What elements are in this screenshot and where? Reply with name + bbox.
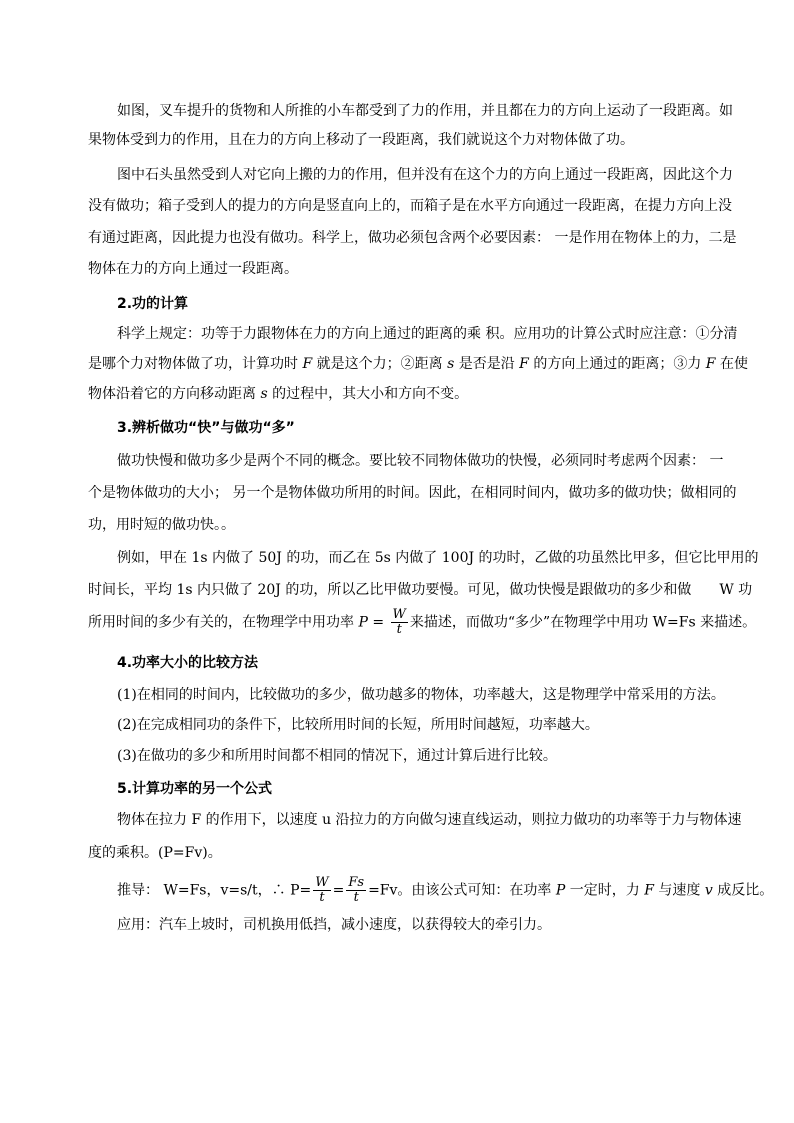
para-2-line-2: 没有做功；箱子受到人的提力的方向是竖直向上的，而箱子是在水平方向通过一段距离，在提力方向上没 [88,198,732,214]
heading-work-calculation: 2.功的计算 [117,296,189,312]
para-4-line-3: 功，用时短的做功快。。 [88,517,235,533]
method-1: (1)在相同的时间内，比较做功的多少，做功越多的物体，功率越大，这是物理学中常采用的方法。 [117,687,725,703]
para-3-line-1: 科学上规定：功等于力跟物体在力的方向上通过的距离的乘 积。应用功的计算公式时应注意：①分清 [117,326,738,342]
para-2-line-4: 物体在力的方向上通过一段距离。 [88,261,298,277]
heading-power-formula: 5.计算功率的另一个公式 [117,781,273,797]
para-1-line-2: 果物体受到力的作用，且在力的方向上移动了一段距离，我们就说这个力对物体做了功。 [88,132,634,148]
power-fraction: $\frac{W}{t}$ [392,607,406,637]
para-3-line-2: 是哪个力对物体做了功，计算功时 F 就是这个力；②距离 s 是否是沿 F 的方向上通过的距离；③力 F 在使 [88,356,748,372]
para-5-line-3: 所用时间的多少有关的，在物理学中用功率 P = $\frac{W}{t}$ 来描述，而做功“多少”在物理学中用功 W=Fs 来描述。 [88,607,757,637]
para-3-line-3: 物体沿着它的方向移动距离 s 的过程中，其大小和方向不变。 [88,386,469,402]
para-1-line-1: 如图，叉车提升的货物和人所推的小车都受到了力的作用，并且都在力的方向上运动了一段距离。如 [117,103,733,119]
para-2-line-1: 图中石头虽然受到人对它向上搬的力的作用，但并没有在这个力的方向上通过一段距离，因此这个力 [117,167,733,183]
heading-power-compare: 4.功率大小的比较方法 [117,655,259,671]
work-over-time-fraction: $\frac{W}{t}$ [315,875,329,905]
para-7-line-1: 物体在拉力 F 的作用下，以速度 u 沿拉力的方向做匀速直线运动，则拉力做功的功率等于力与物体速 [117,812,742,828]
method-3: (3)在做功的多少和所用时间都不相同的情况下，通过计算后进行比较。 [117,748,557,764]
para-4-line-1: 做功快慢和做功多少是两个不同的概念。要比较不同物体做功的快慢，必须同时考虑两个因素： 一 [117,453,724,469]
para-5-line-1: 例如，甲在 1s 内做了 50J 的功，而乙在 5s 内做了 100J 的功时，乙做的功虽然比甲多，但它比甲用的 [117,550,759,566]
para-4-line-2: 个是物体做功的大小； 另一个是物体做功所用的时间。因此，在相同时间内，做功多的做功快；做相同的 [88,485,737,501]
para-2-line-3: 有通过距离，因此提力也没有做功。科学上，做功必须包含两个必要因素： 一是作用在物体上的力，二是 [88,230,737,246]
heading-fast-vs-much: 3.辨析做功“快”与做功“多” [117,420,295,436]
method-2: (2)在完成相同功的条件下，比较所用时间的长短，所用时间越短，功率越大。 [117,717,599,733]
para-7-line-2: 度的乘积。(P=Fv)。 [88,845,222,861]
derivation-line: 推导： W=Fs，v=s/t，∴ P= $\frac{W}{t}$ = $\frac{Fs}{t}$ =Fv。由该公式可知：在功率 P 一定时，力 F 与速度 v 成反比。 [117,875,774,905]
application-line: 应用：汽车上坡时，司机换用低挡，减小速度，以获得较大的牵引力。 [117,917,551,933]
fs-over-time-fraction: $\frac{Fs}{t}$ [348,875,365,905]
para-5-line-2: 时间长，平均 1s 内只做了 20J 的功，所以乙比甲做功要慢。可见，做功快慢是跟做功的多少和做 W 功 [88,582,753,598]
